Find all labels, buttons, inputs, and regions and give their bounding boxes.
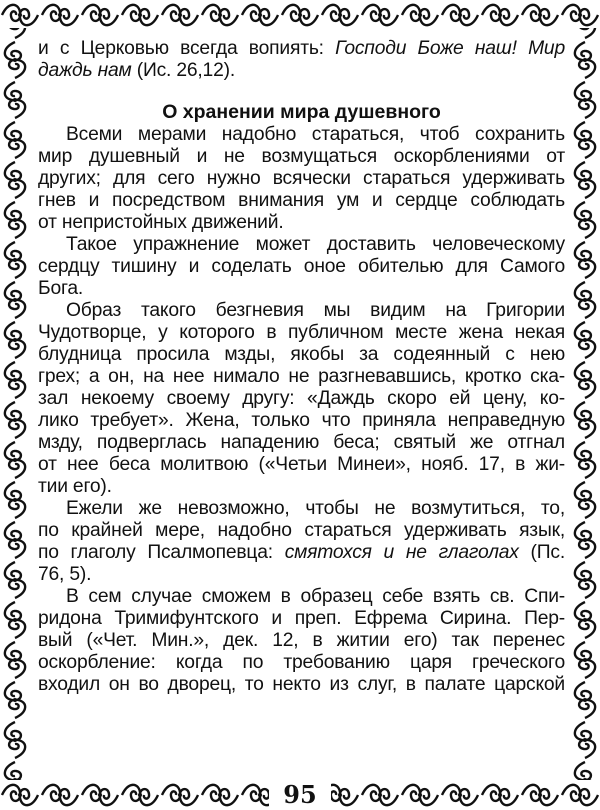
text-segment: Чудотворце, у которого в публичном месте жена некая	[38, 322, 565, 343]
text-line	[38, 366, 565, 388]
text-line	[38, 212, 565, 234]
text-segment: сердцу тишину и соделать оное обителью для Самого	[38, 256, 565, 277]
text-line	[38, 388, 565, 410]
text-line	[38, 168, 565, 190]
text-segment: гнев и посредством внимания ум и сердце соблюдать	[38, 190, 565, 211]
paragraph-continuation	[38, 38, 565, 82]
text-segment: и с Церковью всегда вопиять:	[38, 38, 336, 59]
text-segment: Всеми мерами надобно стараться, чтоб сохранить	[66, 124, 565, 145]
text-segment: блудница просила мзды, якобы за содеянный с нею	[38, 344, 565, 365]
text-line	[38, 630, 565, 652]
text-line	[38, 542, 565, 564]
text-line	[38, 38, 565, 60]
text-line	[38, 146, 565, 168]
text-segment: от нее беса молитвою («Четьи Минеи», нояб. 17, в жи-	[38, 454, 565, 475]
border-top	[0, 2, 600, 32]
text-segment: (Пс.	[518, 542, 565, 563]
text-segment: по крайней мере, надобно стараться удерживать язык,	[38, 520, 565, 541]
text-segment: от непристойных движений.	[38, 212, 284, 233]
text-segment: вый («Чет. Мин.», дек. 12, в житии его) так перенес	[38, 630, 565, 651]
text-segment: других; для сего нужно всячески стараться удерживать	[38, 168, 565, 189]
text-segment: Бога.	[38, 278, 84, 299]
text-segment: (Ис. 26,12).	[131, 60, 235, 81]
text-line	[38, 410, 565, 432]
border-right	[570, 28, 598, 780]
italic-quote: даждь нам	[38, 60, 132, 81]
section-text	[38, 124, 565, 696]
text-line	[38, 564, 565, 586]
text-line	[38, 608, 565, 630]
text-segment: Образ такого безгневия мы видим на Григории	[66, 300, 565, 321]
section-heading: О хранении мира душевного	[162, 101, 441, 123]
text-line	[38, 476, 565, 498]
text-segment: В сем случае сможем в образец себе взять св. Спи-	[66, 586, 565, 607]
text-segment: оскорбление: когда по требованию царя греческого	[38, 652, 565, 673]
text-segment: мир душевный и не возмущаться оскорблениями от	[38, 146, 565, 167]
text-segment: мзду, подверглась нападению беса; святый же отгнал	[38, 432, 565, 453]
text-segment: Такое упражнение может доставить человеческому	[66, 234, 565, 255]
text-line	[38, 234, 565, 256]
text-segment: ридона Тримифунтского и преп. Ефрема Сирина. Пер-	[38, 608, 565, 629]
text-line	[38, 652, 565, 674]
text-line	[38, 322, 565, 344]
text-segment: входил он во дворец, то некто из слуг, в палате царской	[38, 674, 565, 695]
text-line	[38, 454, 565, 476]
text-segment: Ежели же невозможно, чтобы не возмутиться, то,	[66, 498, 565, 519]
text-line	[38, 586, 565, 608]
text-line	[38, 278, 565, 300]
page-number: 95	[269, 780, 330, 809]
text-segment: грех; а он, на нее нимало не разгневавшись, кротко ска-	[38, 366, 565, 387]
text-line	[38, 190, 565, 212]
text-segment: по глаголу Псалмопевца:	[38, 542, 285, 563]
text-line	[38, 520, 565, 542]
text-segment: зал некоему своему другу: «Даждь скоро ей цену, ко-	[38, 388, 565, 409]
text-line	[38, 432, 565, 454]
text-segment: тии его).	[38, 476, 112, 497]
text-line	[38, 674, 565, 696]
text-segment: лико требует». Жена, только что приняла неправедную	[38, 410, 565, 431]
text-line	[38, 256, 565, 278]
text-line	[38, 60, 565, 82]
text-line	[38, 124, 565, 146]
page-body	[38, 38, 565, 696]
text-segment: 76, 5).	[38, 564, 92, 585]
italic-quote: смятохся и не глаголах	[284, 542, 519, 563]
text-line	[38, 300, 565, 322]
text-line	[38, 498, 565, 520]
italic-quote: Господи Боже наш! Мир	[335, 38, 565, 59]
border-left	[2, 28, 28, 780]
text-line	[38, 344, 565, 366]
